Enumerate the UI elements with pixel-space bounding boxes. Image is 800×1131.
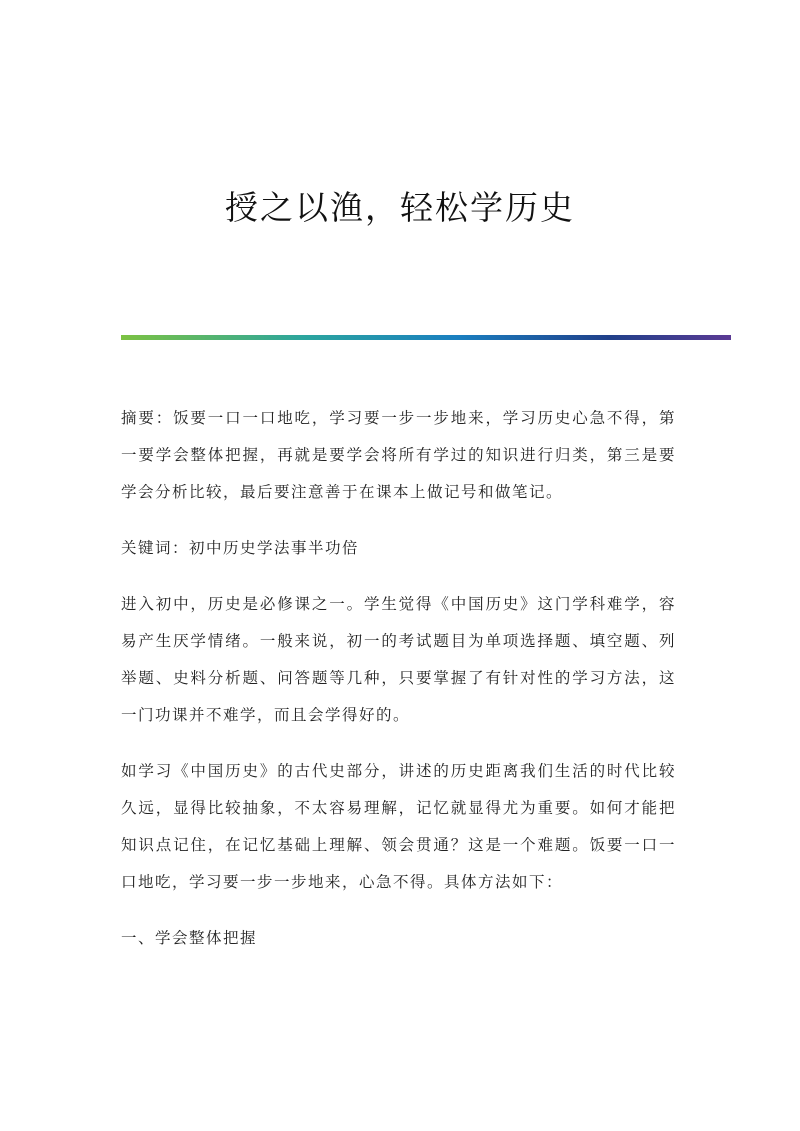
title-divider — [121, 335, 731, 340]
document-body — [121, 400, 676, 957]
section-heading: 一、学会整体把握 — [121, 929, 258, 947]
abstract-paragraph: 摘要：饭要一口一口地吃，学习要一步一步地来，学习历史心急不得，第一要学会整体把握，再就是要学会将所有学过的知识进行归类，第三是要学会分析比较，最后要注意善于在课本上做记号和做笔记。 — [121, 409, 676, 501]
body-paragraph-2: 如学习《中国历史》的古代史部分，讲述的历史距离我们生活的时代比较久远，显得比较抽象，不太容易理解，记忆就显得尤为重要。如何才能把知识点记住，在记忆基础上理解、领会贯通？这是一个难题。饭要一口一口地吃，学习要一步一步地来，心急不得。具体方法如下： — [121, 762, 676, 891]
body-paragraph-1: 进入初中，历史是必修课之一。学生觉得《中国历史》这门学科难学，容易产生厌学情绪。一般来说，初一的考试题目为单项选择题、填空题、列举题、史料分析题、问答题等几种，只要掌握了有针对性的学习方法，这一门功课并不难学，而且会学得好的。 — [121, 595, 676, 724]
keywords-line: 关键词：初中历史学法事半功倍 — [121, 539, 360, 557]
document-title: 授之以渔，轻松学历史 — [225, 188, 575, 227]
